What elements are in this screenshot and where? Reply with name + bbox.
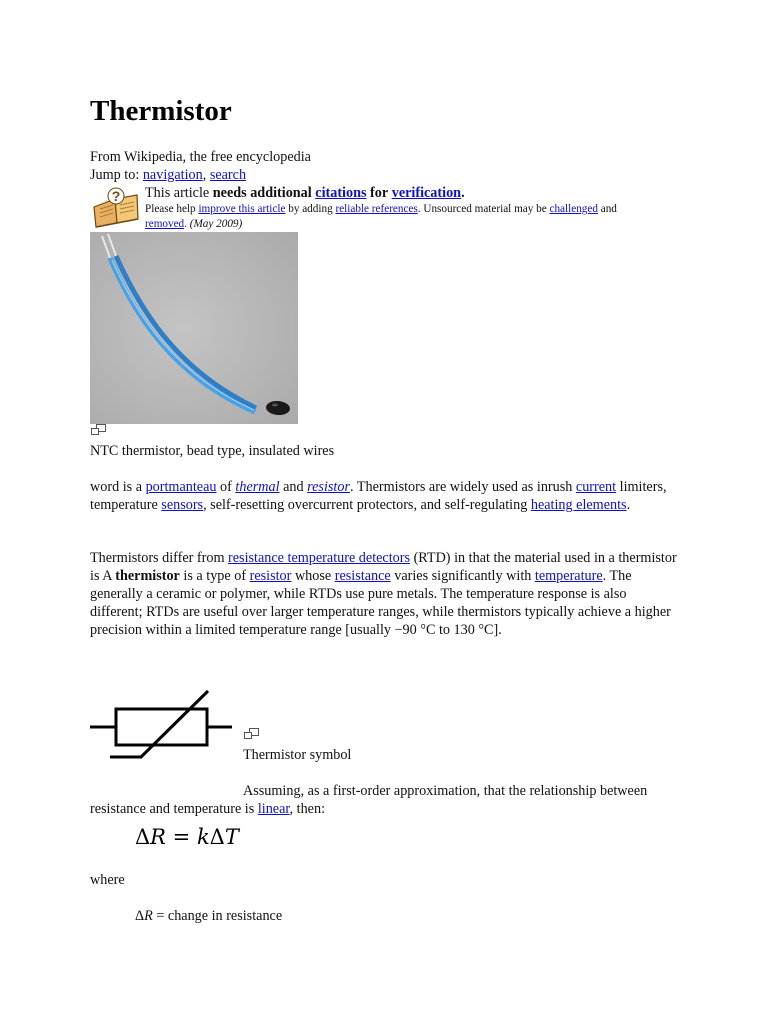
paragraph-3: Assuming, as a first-order approximation, that the relationship between resistance and temperature is linear, then: [90,783,648,817]
jump-navigation-link[interactable]: navigation [142,167,203,183]
enlarge-icon[interactable] [91,424,106,435]
site-tagline: From Wikipedia, the free encyclopedia [90,149,311,165]
challenged-link[interactable]: challenged [549,203,598,215]
jump-to-bar [90,166,246,184]
thermistor-photo[interactable] [90,232,298,424]
heating-elements-link[interactable]: heating elements [530,497,627,513]
book-question-icon [91,185,141,229]
thermal-link[interactable]: thermal [235,479,280,495]
resistor-link-italic[interactable]: resistor [307,479,350,495]
removed-link[interactable]: removed [145,218,185,230]
rtd-link[interactable]: resistance temperature detectors [228,550,411,566]
citations-link[interactable]: citations [315,185,367,201]
improve-article-link[interactable]: improve this article [198,203,286,215]
symbol-enlarge-icon[interactable] [244,728,259,739]
svg-text:?: ? [111,188,121,204]
equation: ΔR = kΔT [135,825,239,849]
temperature-link[interactable]: temperature [534,568,603,584]
image-caption: NTC thermistor, bead type, insulated wires [90,443,335,459]
thermistor-bold: thermistor [115,568,180,584]
jump-to-label: Jump to: [90,167,143,183]
where-label: where [90,872,125,888]
current-link[interactable]: current [575,479,617,495]
linear-link[interactable]: linear [257,801,290,817]
paragraph-1: word is a portmanteau of thermal and resistor. Thermistors are widely used as inrush current limiters, temperature sensors, self-resetting overcurrent protectors, and self-regulating heating elements. [90,479,667,513]
reliable-references-link[interactable]: reliable references [335,203,418,215]
paragraph-2: Thermistors differ from resistance temperature detectors (RTD) in that the material used in a thermistor is A thermistor is a type of resistor whose resistance varies significantly with temperature. The generally a ceramic or polymer, while RTDs use pure metals. The temperature response is also different; RTDs are useful over larger temperature ranges, while thermistors typically achieve a higher precision within a limited temperature range [usually −90 °C to 130 °C]. [90,550,677,638]
notice-bold-text: needs additional [212,185,312,201]
sensors-link[interactable]: sensors [161,497,204,513]
notice-line3: removed. (May 2009) [145,218,243,230]
page-title: Thermistor [90,95,232,127]
definition-delta-r: ΔR = change in resistance [135,908,283,924]
notice-line1: This article needs additional citations for verification. [145,185,465,201]
notice-date: (May 2009) [189,218,243,230]
portmanteau-link[interactable]: portmanteau [145,479,217,495]
symbol-caption: Thermistor symbol [243,747,352,763]
verification-link[interactable]: verification [391,185,462,201]
thermistor-symbol[interactable] [88,688,238,767]
resistance-link[interactable]: resistance [334,568,391,584]
jump-separator: , [202,167,210,183]
jump-search-link[interactable]: search [209,167,247,183]
notice-line2: Please help improve this article by adding reliable references. Unsourced material may be challenged and [145,203,617,215]
resistor-link[interactable]: resistor [249,568,292,584]
